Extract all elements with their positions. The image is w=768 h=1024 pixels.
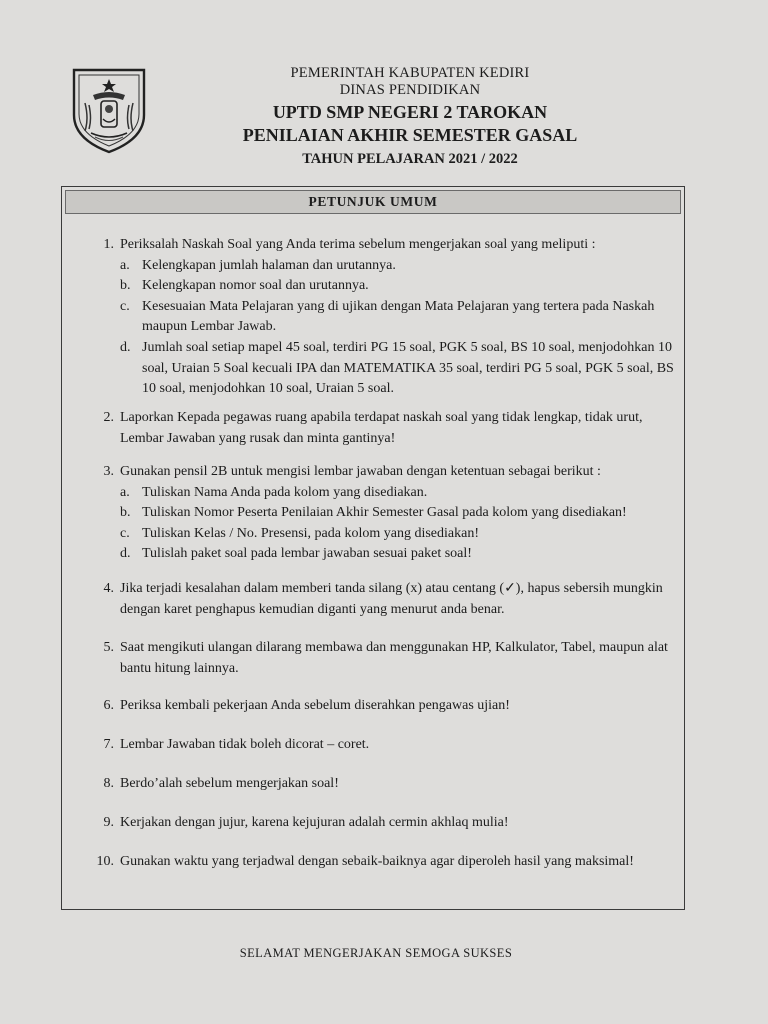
subitem-letter: b. [120, 278, 131, 294]
subitem-letter: a. [120, 257, 130, 273]
department-name: DINAS PENDIDIKAN [339, 82, 481, 98]
subitem-text: Tulislah paket soal pada lembar jawaban sesuai paket soal! [142, 546, 472, 562]
instruction-text: Jika terjadi kesalahan dalam memberi tanda silang (x) atau centang (✓), hapus sebersih mungkin dengan karet penghapus kemudian diganti yang menurut anda benar. [120, 581, 663, 617]
instruction-body [120, 735, 676, 756]
instruction-text: Gunakan waktu yang terjadwal dengan sebaik-baiknya agar diperoleh hasil yang maksimal! [120, 854, 634, 869]
instruction-text: Berdo’alah sebelum mengerjakan soal! [120, 776, 339, 791]
subitem-text: Kelengkapan jumlah halaman dan urutannya. [142, 257, 396, 273]
instruction-number: 5. [103, 640, 114, 655]
instruction-number: 7. [103, 737, 114, 752]
instruction-number: 8. [103, 776, 114, 791]
subitem-text: Tuliskan Kelas / No. Presensi, pada kolom yang disediakan! [142, 525, 479, 541]
instruction-body [120, 408, 676, 449]
instruction-subitem [120, 503, 676, 524]
subitem-letter: a. [120, 484, 130, 500]
subitem-text: Kesesuaian Mata Pelajaran yang di ujikan dengan Mata Pelajaran yang tertera pada Naskah maupun Lembar Jawab. [142, 298, 655, 335]
instruction-body [120, 579, 676, 620]
subitem-text: Tuliskan Nama Anda pada kolom yang disediakan. [142, 484, 428, 500]
instruction-text: Saat mengikuti ulangan dilarang membawa dan menggunakan HP, Kalkulator, Tabel, maupun alat bantu hitung lainnya. [120, 640, 668, 676]
subitem-text: Tuliskan Nomor Peserta Penilaian Akhir Semester Gasal pada kolom yang disediakan! [142, 505, 627, 521]
instruction-text: Periksalah Naskah Soal yang Anda terima sebelum mengerjakan soal yang meliputi : [120, 237, 596, 252]
instruction-body [120, 638, 676, 679]
instruction-subitem [120, 544, 676, 565]
instruction-number: 2. [103, 410, 114, 425]
instruction-subitem [120, 276, 676, 297]
instruction-text: Gunakan pensil 2B untuk mengisi lembar jawaban dengan ketentuan sebagai berikut : [120, 464, 601, 479]
instruction-subitem [120, 256, 676, 277]
instruction-text: Periksa kembali pekerjaan Anda sebelum diserahkan pengawas ujian! [120, 698, 510, 713]
instruction-body [120, 462, 676, 565]
exam-title: PENILAIAN AKHIR SEMESTER GASAL [242, 125, 578, 145]
subitem-letter: b. [120, 505, 131, 521]
instructions-title: PETUNJUK UMUM [65, 190, 681, 214]
instruction-body [120, 852, 676, 873]
instruction-number: 4. [103, 581, 114, 596]
instruction-number: 6. [103, 698, 114, 713]
closing-message: SELAMAT MENGERJAKAN SEMOGA SUKSES [239, 946, 513, 960]
instruction-number: 9. [103, 815, 114, 830]
instruction-text: Lembar Jawaban tidak boleh dicorat – coret. [120, 737, 370, 752]
instruction-body [120, 774, 676, 795]
instruction-body [120, 813, 676, 834]
instruction-body [120, 696, 676, 717]
instruction-number: 3. [103, 464, 114, 479]
kediri-coat-of-arms-icon [71, 67, 147, 155]
subitem-text: Jumlah soal setiap mapel 45 soal, terdiri PG 15 soal, PGK 5 soal, BS 10 soal, menjodohkan 10 soal, Uraian 5 Soal kecuali IPA dan MATEMATIKA 35 soal, terdiri PG 5 soal, PGK 5 soal, BS 10 soal, menjodohkan 10 soal, Uraian 5 soal. [142, 339, 674, 397]
subitem-letter: d. [120, 339, 131, 355]
subitem-letter: c. [120, 298, 130, 314]
instruction-subitem [120, 483, 676, 504]
instruction-body [120, 235, 676, 400]
instruction-subitem [120, 297, 676, 338]
instruction-text: Laporkan Kepada pegawas ruang apabila terdapat naskah soal yang tidak lengkap, tidak urut, Lembar Jawaban yang rusak dan minta gantinya! [120, 410, 643, 446]
instruction-subitem [120, 524, 676, 545]
document-header [150, 64, 670, 169]
instructions-box [61, 186, 685, 910]
subitem-letter: c. [120, 525, 130, 541]
government-name: PEMERINTAH KABUPATEN KEDIRI [290, 65, 530, 81]
subitem-letter: d. [120, 546, 131, 562]
subitem-text: Kelengkapan nomor soal dan urutannya. [142, 278, 369, 294]
academic-year: TAHUN PELAJARAN 2021 / 2022 [302, 151, 518, 167]
instruction-text: Kerjakan dengan jujur, karena kejujuran adalah cermin akhlaq mulia! [120, 815, 509, 830]
instruction-number: 10. [96, 854, 114, 869]
instruction-number: 1. [103, 237, 114, 252]
instruction-subitem [120, 338, 676, 400]
school-name: UPTD SMP NEGERI 2 TAROKAN [272, 102, 548, 122]
